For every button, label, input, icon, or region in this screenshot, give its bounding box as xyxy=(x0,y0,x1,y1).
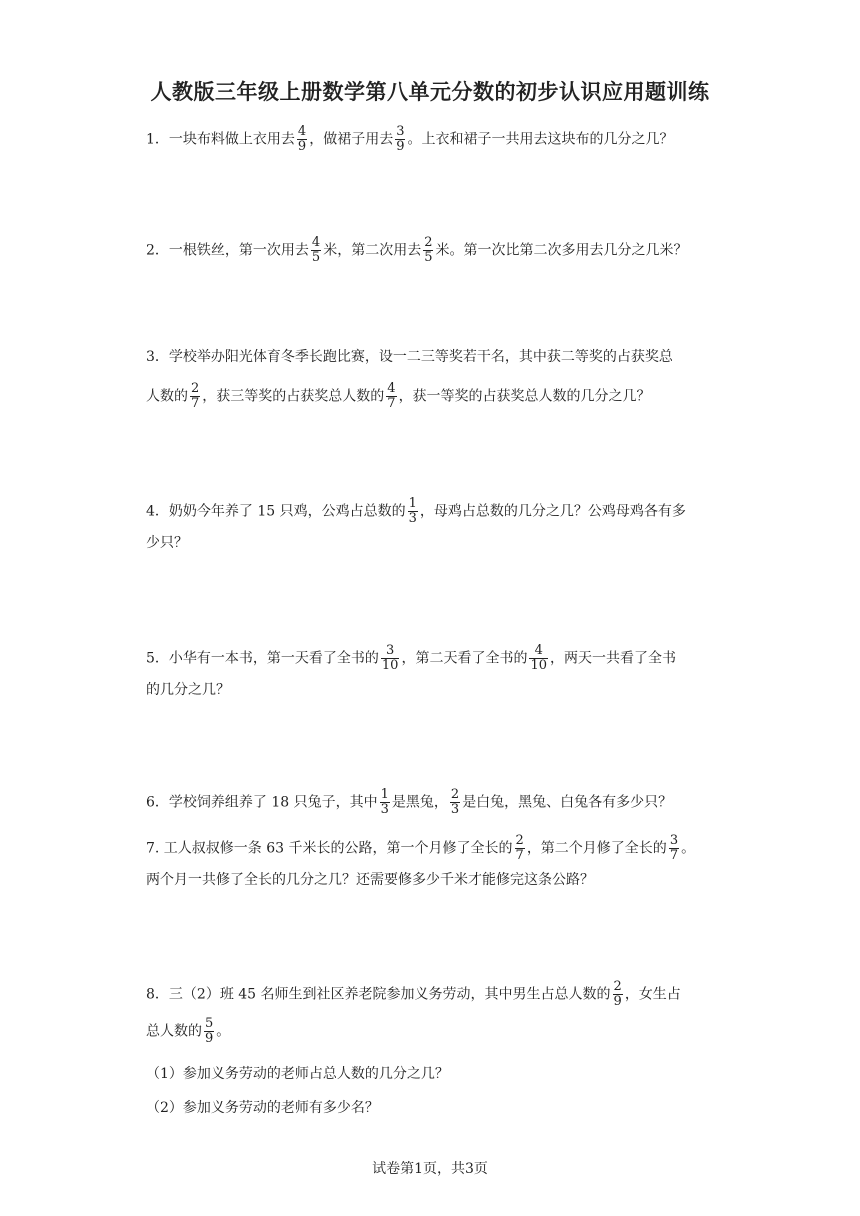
fraction xyxy=(529,644,548,673)
question-text: 6．学校饲养组养了 18 只兔子，其中 xyxy=(146,794,378,811)
fraction xyxy=(423,236,433,265)
fraction xyxy=(297,125,307,154)
question-text: （2）参加义务劳动的老师有多少名？ xyxy=(146,1100,379,1116)
question-text: 两个月一共修了全长的几分之几？还需要修多少千米才能修完这条公路？ xyxy=(146,872,594,888)
question-4-line-2 xyxy=(146,533,188,553)
question-text: ，第二天看了全书的 xyxy=(401,650,528,667)
fraction-denominator: 9 xyxy=(613,994,622,1009)
fraction-denominator: 10 xyxy=(381,658,399,673)
question-7-line-1 xyxy=(146,834,695,863)
fraction-numerator: 2 xyxy=(613,979,622,994)
question-5-line-1 xyxy=(146,644,676,673)
question-1-line-1 xyxy=(146,125,673,154)
question-8-line-2 xyxy=(146,1017,230,1046)
fraction-denominator: 7 xyxy=(669,848,679,863)
fraction-numerator: 5 xyxy=(205,1016,214,1031)
page-footer: 试卷第1页，共3页 xyxy=(372,1161,488,1177)
fraction-numerator: 4 xyxy=(387,381,396,396)
fraction-denominator: 9 xyxy=(297,139,307,154)
fraction xyxy=(515,834,525,863)
fraction xyxy=(381,644,400,673)
fraction xyxy=(386,382,396,411)
fraction-denominator: 9 xyxy=(396,139,405,154)
fraction-numerator: 4 xyxy=(529,644,548,659)
fraction-denominator: 7 xyxy=(191,396,200,411)
question-text: 米。第一次比第二次多用去几分之几米？ xyxy=(435,242,688,259)
question-text: ，母鸡占总数的几分之几？公鸡母鸡各有多 xyxy=(419,503,686,520)
fraction-denominator: 3 xyxy=(450,802,460,817)
fraction xyxy=(311,236,321,265)
question-text: 的几分之几？ xyxy=(146,682,230,698)
question-text: 人数的 xyxy=(146,388,188,405)
question-text: 3．学校举办阳光体育冬季长跑比赛，设一二三等奖若干名，其中获二等奖的占获奖总 xyxy=(146,349,673,365)
question-2-line-1 xyxy=(146,236,687,265)
question-text: 米，第二次用去 xyxy=(323,242,422,259)
question-text: 是黑兔， xyxy=(391,794,448,811)
question-text: 。 xyxy=(216,1023,231,1040)
fraction xyxy=(450,788,460,817)
fraction xyxy=(204,1017,214,1046)
fraction xyxy=(669,834,679,863)
fraction-denominator: 3 xyxy=(408,511,417,526)
fraction xyxy=(380,788,390,817)
question-8-line-3 xyxy=(146,1064,449,1084)
fraction xyxy=(395,125,405,154)
fraction-denominator: 10 xyxy=(530,658,547,673)
fraction-numerator: 1 xyxy=(408,496,417,511)
fraction-numerator: 2 xyxy=(424,235,433,250)
question-text: 5．小华有一本书，第一天看了全书的 xyxy=(146,650,379,667)
question-3-line-2 xyxy=(146,382,651,411)
question-text: ，获一等奖的占获奖总人数的几分之几？ xyxy=(398,388,651,405)
fraction-numerator: 3 xyxy=(396,124,405,139)
question-3-line-1 xyxy=(146,347,673,367)
question-7-line-2 xyxy=(146,870,594,890)
fraction-numerator: 3 xyxy=(381,644,400,659)
question-text: （1）参加义务劳动的老师占总人数的几分之几？ xyxy=(146,1066,449,1082)
question-text: ，两天一共看了全书 xyxy=(550,650,676,667)
question-text: 总人数的 xyxy=(146,1023,202,1040)
question-text: ，获三等奖的占获奖总人数的 xyxy=(202,388,385,405)
question-text: 1．一块布料做上衣用去 xyxy=(146,131,295,148)
fraction xyxy=(408,497,418,526)
page-title: 人教版三年级上册数学第八单元分数的初步认识应用题训练 xyxy=(150,80,710,104)
fraction xyxy=(613,980,623,1009)
fraction-denominator: 9 xyxy=(205,1031,214,1046)
question-text: 2．一根铁丝，第一次用去 xyxy=(146,242,309,259)
question-text: ，做裙子用去 xyxy=(309,131,394,148)
question-5-line-2 xyxy=(146,680,230,700)
question-8-line-1 xyxy=(146,980,681,1009)
fraction-denominator: 5 xyxy=(424,250,433,265)
question-4-line-1 xyxy=(146,497,686,526)
fraction-denominator: 5 xyxy=(311,250,321,265)
question-text: 7. 工人叔叔修一条 63 千米长的公路，第一个月修了全长的 xyxy=(146,840,513,857)
question-text: 是白兔，黑兔、白兔各有多少只？ xyxy=(462,794,673,811)
question-text: 少只？ xyxy=(146,535,188,551)
question-6-line-1 xyxy=(146,788,672,817)
question-text: ，女生占 xyxy=(624,986,681,1003)
fraction-denominator: 7 xyxy=(387,396,396,411)
question-text: 8．三（2）班 45 名师生到社区养老院参加义务劳动，其中男生占总人数的 xyxy=(146,986,611,1003)
question-8-line-4 xyxy=(146,1098,379,1118)
fraction xyxy=(190,382,200,411)
fraction-numerator: 2 xyxy=(450,787,460,802)
fraction-numerator: 4 xyxy=(311,235,321,250)
question-text: 。 xyxy=(681,840,696,857)
question-text: 4．奶奶今年养了 15 只鸡，公鸡占总数的 xyxy=(146,503,406,520)
fraction-numerator: 2 xyxy=(191,381,200,396)
fraction-denominator: 7 xyxy=(515,848,524,863)
question-text: 。上衣和裙子一共用去这块布的几分之几？ xyxy=(407,131,674,148)
question-text: ，第二个月修了全长的 xyxy=(526,840,667,857)
fraction-denominator: 3 xyxy=(380,802,389,817)
fraction-numerator: 2 xyxy=(515,833,524,848)
fraction-numerator: 4 xyxy=(297,124,307,139)
fraction-numerator: 3 xyxy=(669,833,679,848)
fraction-numerator: 1 xyxy=(380,787,389,802)
